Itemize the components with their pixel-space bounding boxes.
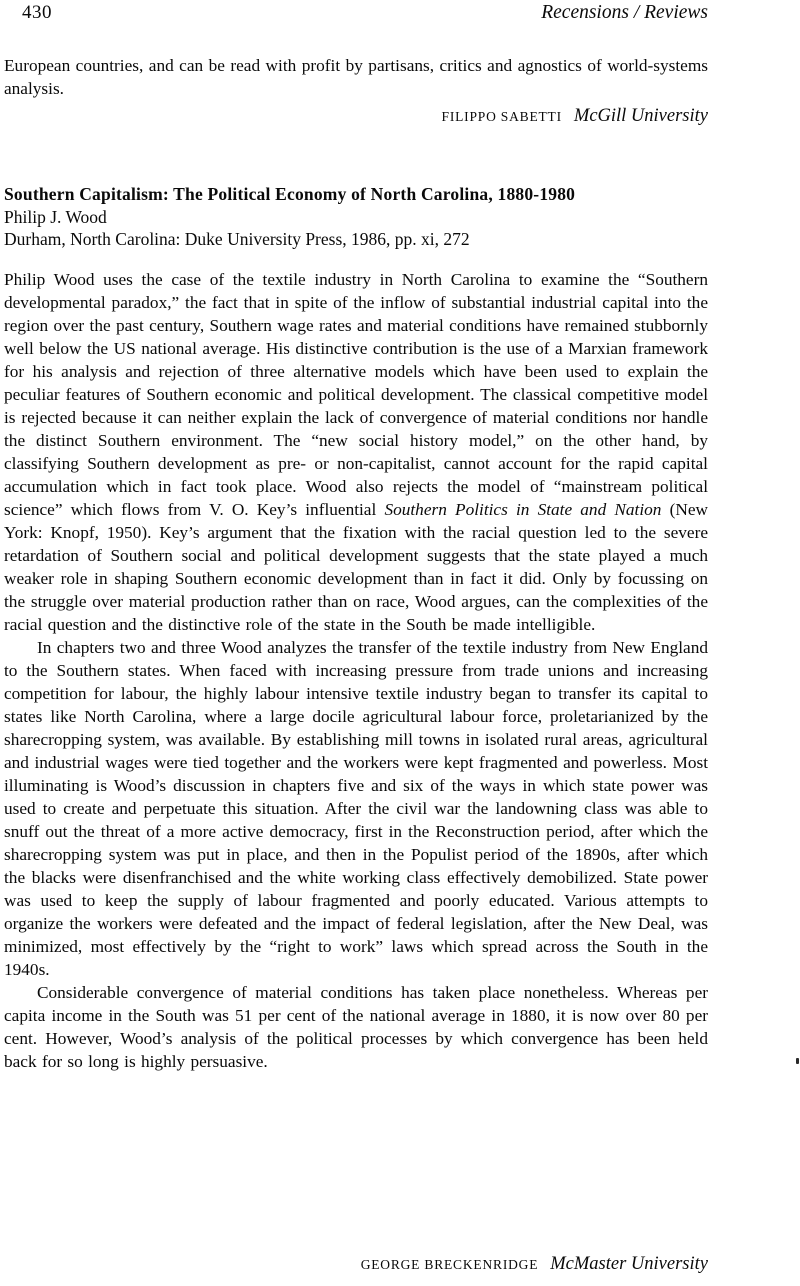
review-paragraph-2: In chapters two and three Wood analyzes the transfer of the textile industry from New England to the Southern states. When faced with increasing pressure from trade unions and increasing competition for labour, the highly labour intensive textile industry began to transfer its capital to states like North Carolina, where a large docile agricultural labour force, proletarianized by the sharecropping system, was available. By establishing mill towns in isolated rural areas, agricultural and industrial wages were tied together and the workers were kept fragmented and powerless. Most illuminating is Wood’s discussion in chapters five and six of the ways in which state power was used to create and perpetuate this situation. After the civil war the landowning class was able to snuff out the threat of a more active democracy, first in the Reconstruction period, after which the sharecropping system was put in place, and then in the Populist period of the 1890s, after which the blacks were disenfranchised and the white working class effectively demobilized. State power was used to keep the supply of labour fragmented and poorly educated. Various attempts to organize the workers were defeated and the impact of federal legislation, after the New Deal, was minimized, most effectively by the “right to work” laws which spread across the South in the 1940s. — [4, 638, 708, 979]
book-citation-block — [4, 183, 708, 251]
running-title: Recensions / Reviews — [541, 2, 708, 23]
review-attribution — [361, 1254, 708, 1275]
previous-review-closing-paragraph: European countries, and can be read with profit by partisans, critics and agnostics of world-systems analysis. — [4, 56, 708, 98]
paragraph-1-text-b: (New York: Knopf, 1950). Key’s argument that the fixation with the racial question led to the severe retardation of Southern social and political development suggests that the state played a much weaker role in shaping Southern economic development than in fact it did. Only by focussing on the struggle over material production rather than on race, Wood argues, can the complexities of the racial question and the distinctive role of the state in the South be made intelligible. — [4, 500, 708, 634]
review-paragraph-3: Considerable convergence of material conditions has taken place nonetheless. Whereas per capita income in the South was 51 per cent of the national average in 1880, it is now over 80 per cent. However, Wood’s analysis of the political processes by which convergence has been held back for so long is highly persuasive. — [4, 983, 708, 1071]
previous-reviewer-name: FILIPPO SABETTI — [441, 109, 562, 124]
reviewer-affiliation: McMaster University — [550, 1254, 708, 1274]
paragraph-1-text-a: Philip Wood uses the case of the textile industry in North Carolina to examine the “Southern developmental paradox,” the fact that in spite of the inflow of substantial industrial capital into the region over the past century, Southern wage rates and material conditions have remained stubbornly well below the US national average. His distinctive contribution is the use of a Marxian framework for his analysis and rejection of three alternative models which have been used to explain the peculiar features of Southern economic and political development. The classical competitive model is rejected because it can neither explain the lack of convergence of material conditions nor handle the distinct Southern environment. The “new social history model,” on the other hand, by classifying Southern development as pre- or non-capitalist, cannot account for the rapid capital accumulation which in fact took place. Wood also rejects the model of “mainstream political science” which flows from V. O. Key’s influential — [4, 270, 708, 519]
review-body — [4, 268, 708, 1073]
previous-reviewer-affiliation: McGill University — [573, 106, 708, 126]
cited-work-title: Southern Politics in State and Nation — [384, 500, 662, 519]
page-number: 430 — [22, 2, 52, 23]
book-publication-info: Durham, North Carolina: Duke University Press, 1986, pp. xi, 272 — [4, 229, 470, 249]
scan-artifact — [796, 1058, 799, 1064]
review-paragraph-1 — [4, 268, 708, 636]
book-author: Philip J. Wood — [4, 206, 107, 227]
book-title: Southern Capitalism: The Political Economy of North Carolina, 1880-1980 — [4, 184, 576, 204]
page-header — [22, 2, 708, 24]
previous-review-attribution — [442, 106, 708, 127]
reviewer-name: GEORGE BRECKENRIDGE — [360, 1257, 539, 1272]
